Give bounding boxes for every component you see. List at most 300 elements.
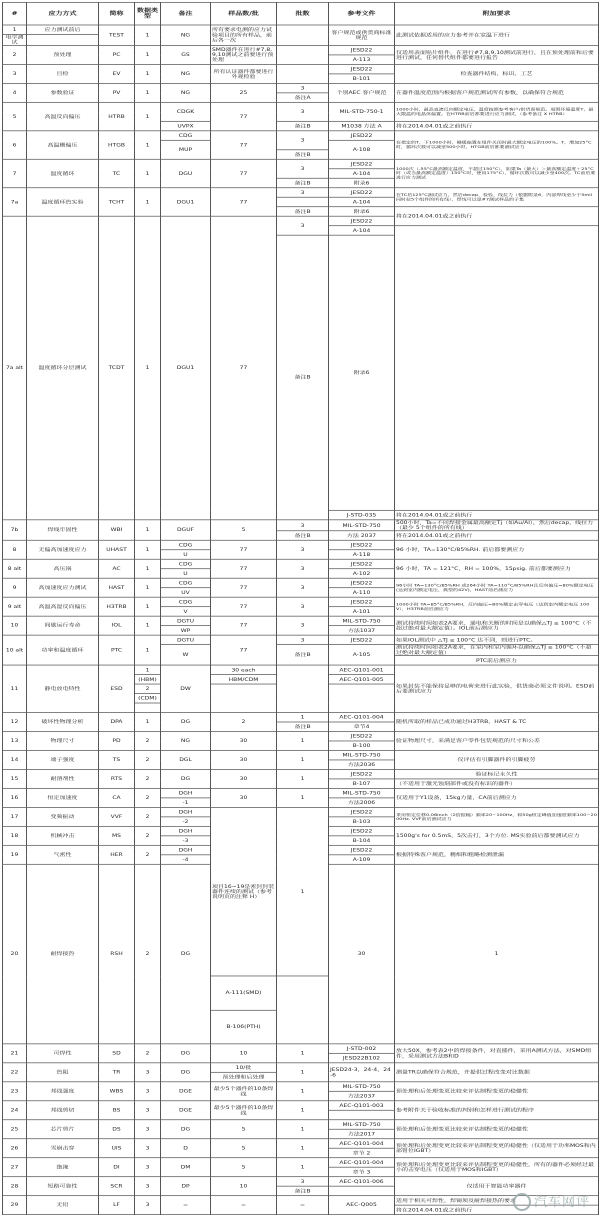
table-cell: 1 bbox=[277, 750, 329, 769]
table-cell: -4 bbox=[161, 855, 211, 864]
table-cell: DG bbox=[161, 713, 211, 732]
table-row bbox=[3, 1177, 599, 1186]
table-cell: 96 小时，TA = 121°C，RH = 100%，15psig. 前后都要测应力 bbox=[395, 559, 599, 578]
table-cell: 章节4 bbox=[329, 722, 395, 731]
table-cell: 测试持续时间如表2A要求，通电和关断的时间是以确保△TJ ≥ 100°C（不超过绝对最大额定值）。IOL前后测应力 bbox=[395, 616, 599, 635]
table-cell: WP bbox=[161, 626, 211, 635]
table-cell: U bbox=[161, 550, 211, 559]
table-cell: DI bbox=[99, 1158, 135, 1177]
table-cell: 高加速度应力测试 bbox=[27, 578, 99, 597]
table-cell: 将在2014.04.01或之前执行 bbox=[395, 531, 599, 540]
table-cell: SMD器件在进行#7,8,9,10测试之前要进行预处理 bbox=[211, 45, 277, 64]
table-cell: 应力测试前后 bbox=[27, 25, 99, 34]
table-cell: J-STD-002 bbox=[329, 1044, 395, 1053]
table-cell: AEC-Q101-005 bbox=[329, 675, 395, 684]
table-body bbox=[3, 25, 599, 1215]
table-cell: 机械冲击 bbox=[27, 826, 99, 845]
table-cell: A-104 bbox=[329, 226, 395, 235]
table-cell: 变频振动 bbox=[27, 807, 99, 826]
table-cell: 在指定的T，下1000小时，栅极偏置在组件关闭时最大额定电压的100%。T，增加25°C时，循环次数可以减至500小时，HTGB前后都要测试应力 bbox=[395, 131, 599, 159]
table-cell: WBS bbox=[99, 1082, 135, 1101]
table-row bbox=[3, 769, 599, 778]
table-cell: 热阻 bbox=[27, 1063, 99, 1082]
table-cell: 端子强度 bbox=[27, 750, 99, 769]
table-cell: PTC前后测应力 bbox=[395, 656, 599, 665]
table-row bbox=[3, 1044, 599, 1053]
watermark-logo-icon bbox=[513, 1193, 531, 1211]
table-cell: 备注B bbox=[277, 178, 329, 187]
table-cell: PV bbox=[99, 83, 135, 102]
table-cell: 5 bbox=[211, 520, 277, 540]
table-cell: 30 each bbox=[211, 665, 277, 674]
table-cell: PTC bbox=[99, 635, 135, 665]
table-cell: 2 bbox=[135, 807, 161, 826]
table-header-row bbox=[3, 2, 599, 25]
table-cell: CDG bbox=[161, 578, 211, 587]
table-cell: PD bbox=[99, 731, 135, 750]
table-cell: 个别AEC 客户规范 bbox=[329, 83, 395, 102]
table-cell: 雪崩击穿 bbox=[27, 1139, 99, 1158]
table-cell: 3 bbox=[135, 1063, 161, 1082]
table-cell: 最少5个器件的10条焊线 bbox=[211, 1101, 277, 1120]
table-cell: 1 bbox=[135, 64, 161, 83]
table-cell: 1000小时 TA=85°C/85%RH，反向偏压=80%额定击穿电压（达到室内额定电压 100V），H3TRB前后测应力 bbox=[395, 597, 599, 616]
table-cell: 30 bbox=[211, 769, 277, 788]
table-cell: 方法2006 bbox=[329, 798, 395, 807]
table-cell: 1 bbox=[135, 216, 161, 520]
table-cell bbox=[211, 684, 277, 712]
table-cell: DG bbox=[161, 1063, 211, 1082]
table-cell: 77 bbox=[211, 216, 277, 520]
table-cell: DP bbox=[161, 1177, 211, 1196]
table-row bbox=[3, 665, 599, 674]
table-row bbox=[3, 1158, 599, 1167]
table-cell: 高压锅 bbox=[27, 559, 99, 578]
table-cell: UV bbox=[161, 588, 211, 597]
table-cell: 3 bbox=[277, 578, 329, 597]
table-cell: 2 bbox=[135, 769, 161, 788]
table-cell: DG bbox=[161, 1044, 211, 1063]
table-cell: 3 bbox=[277, 102, 329, 121]
table-cell: CDG bbox=[161, 597, 211, 606]
table-cell: D bbox=[161, 1139, 211, 1158]
table-cell: NG bbox=[161, 64, 211, 83]
table-cell: 无铅 bbox=[27, 1196, 99, 1215]
header-stress: 应力方式 bbox=[27, 2, 99, 25]
table-cell: TCDT bbox=[99, 216, 135, 520]
table-cell: 2 bbox=[135, 788, 161, 807]
table-cell: DGE bbox=[161, 1082, 211, 1101]
table-cell: DGTU bbox=[161, 616, 211, 625]
table-row bbox=[3, 713, 599, 722]
table-cell: 短路可靠性 bbox=[27, 1177, 99, 1196]
table-cell: 1 bbox=[277, 1082, 329, 1101]
table-cell: 2 bbox=[135, 731, 161, 750]
table-cell: UVPX bbox=[161, 121, 211, 130]
table-cell: A-104 bbox=[329, 197, 395, 206]
table-cell: NG bbox=[161, 83, 211, 102]
table-row bbox=[3, 597, 599, 606]
table-cell: 2 bbox=[135, 864, 161, 1044]
table-cell: JESD22 bbox=[329, 597, 395, 606]
table-cell: 温度循环热实验 bbox=[27, 188, 99, 216]
table-cell: JESD22 bbox=[329, 807, 395, 816]
table-cell: 2 bbox=[135, 750, 161, 769]
table-cell: A-118 bbox=[329, 550, 395, 559]
table-cell: 将在2014.04.01或之前执行 bbox=[395, 1205, 599, 1214]
table-row bbox=[3, 1139, 599, 1148]
table-cell: 破坏性物理分析 bbox=[27, 713, 99, 732]
table-cell: ESD bbox=[99, 665, 135, 712]
table-cell: B-103 bbox=[329, 817, 395, 826]
table-cell: CDGK bbox=[161, 102, 211, 121]
table-cell: JESD22 bbox=[329, 559, 395, 568]
table-cell: JESD22 bbox=[329, 188, 395, 197]
table-cell: 77 bbox=[211, 188, 277, 216]
table-cell: 预处理和后处理 bbox=[211, 1072, 277, 1081]
table-cell: HER bbox=[99, 845, 135, 864]
table-cell: A-101 bbox=[329, 607, 395, 616]
table-cell: 耐焊接热 bbox=[27, 864, 99, 1044]
table-cell: B-100 bbox=[329, 741, 395, 750]
table-cell: 最少5个器件的10条焊线 bbox=[211, 1082, 277, 1101]
table-cell: AEC-Q101-001 bbox=[329, 665, 395, 674]
table-cell: 验证物理尺寸，来满足客户零件包装规范的尺寸和公差 bbox=[395, 731, 599, 750]
table-cell: 预处理和后处理变更比较来评估制程变更的稳健性（仅适用于功率MOS和内部钳位IGBT） bbox=[395, 1139, 599, 1158]
table-cell: AC bbox=[99, 559, 135, 578]
table-cell: 1 bbox=[135, 159, 161, 187]
table-cell: 方法2017 bbox=[329, 1129, 395, 1138]
table-cell: 间歇运行寿命 bbox=[27, 616, 99, 635]
table-cell: UHAST bbox=[99, 540, 135, 559]
header-data-type: 数据类型 bbox=[135, 2, 161, 25]
table-cell: 预处理和后处理变更比较来评估制程变更的稳健性 bbox=[395, 1082, 599, 1101]
table-cell: 77 bbox=[211, 578, 277, 597]
table-cell: GS bbox=[161, 45, 211, 64]
table-cell: 9 alt bbox=[3, 597, 27, 616]
table-cell: SCR bbox=[99, 1177, 135, 1196]
table-cell: CDG bbox=[161, 131, 211, 140]
table-cell: 1 bbox=[135, 102, 161, 130]
table-cell: 电学测试 bbox=[3, 34, 27, 45]
header-requirements: 附加要求 bbox=[395, 2, 599, 25]
table-row bbox=[3, 64, 599, 73]
table-cell: 8 alt bbox=[3, 559, 27, 578]
table-cell: JESD22 bbox=[329, 159, 395, 168]
table-cell: 1 bbox=[277, 713, 329, 722]
table-cell: A-105 bbox=[329, 645, 395, 665]
table-cell: 方法 2037 bbox=[329, 531, 395, 540]
table-cell: 3 bbox=[3, 64, 27, 83]
table-cell: JESD22 bbox=[329, 769, 395, 778]
table-cell: TCHT bbox=[99, 188, 135, 216]
table-cell: PC bbox=[99, 45, 135, 64]
table-row bbox=[3, 578, 599, 587]
table-cell: = bbox=[277, 1196, 329, 1215]
table-cell: 适用于相关可焊性，焊锡须及耐焊接热的要求 bbox=[395, 1196, 599, 1205]
table-cell: 2 bbox=[3, 45, 27, 64]
table-cell: 96小时 TA=130°C/85%RH 或264小时 TA=110°C/85%RH且反向偏压=80%额定电压(达到室内额定电压，典型的42V)，HAST前后测应力 bbox=[395, 578, 599, 597]
table-cell: CDG bbox=[161, 559, 211, 568]
table-cell: JESD22B102 bbox=[329, 1053, 395, 1062]
table-cell: 备注B bbox=[277, 645, 329, 665]
table-cell: 77 bbox=[211, 102, 277, 130]
table-cell: （不适用于激光蚀刻部件或没有标识的器件） bbox=[395, 779, 599, 788]
table-cell: 1 bbox=[135, 131, 161, 159]
table-cell: 邦线强度 bbox=[27, 1082, 99, 1101]
table-cell: JESD22 bbox=[329, 731, 395, 740]
table-cell: J-STD-035 bbox=[329, 510, 395, 519]
table-cell: 温度循环 bbox=[27, 159, 99, 187]
table-cell: (CDM) bbox=[135, 694, 161, 703]
table-cell: 10 bbox=[211, 1044, 277, 1063]
table-row bbox=[3, 102, 599, 111]
table-row bbox=[3, 1082, 599, 1091]
table-cell: 27 bbox=[3, 1158, 27, 1177]
table-cell: A-104 bbox=[329, 169, 395, 178]
table-cell: MS bbox=[99, 826, 135, 845]
table-cell: JESD22 bbox=[329, 216, 395, 225]
table-cell: 1 bbox=[277, 731, 329, 750]
table-cell: MUP bbox=[161, 140, 211, 159]
table-cell bbox=[277, 64, 329, 83]
table-cell: 备注B bbox=[277, 1186, 329, 1195]
table-cell: DGL bbox=[161, 750, 211, 769]
table-cell: H3TRB bbox=[99, 597, 135, 616]
table-cell: 3 bbox=[135, 1120, 161, 1139]
table-cell: DGTU bbox=[161, 635, 211, 644]
table-cell: CDG bbox=[161, 540, 211, 549]
table-cell: 96 小时，TA=130°C/85%RH. 前后都要测应力 bbox=[395, 540, 599, 559]
table-cell: 1 bbox=[135, 45, 161, 64]
table-cell: 仅适用于Y1设备，15kg力量，CA前后测应力 bbox=[395, 788, 599, 807]
table-cell: 30 bbox=[211, 750, 277, 769]
table-cell: 24 bbox=[3, 1101, 27, 1120]
table-cell: 1 bbox=[135, 25, 161, 45]
table-cell: 测量TR以确保符合规范，并提供过程改变对比数据 bbox=[395, 1063, 599, 1082]
table-cell: 5 bbox=[3, 102, 27, 130]
table-cell bbox=[329, 1186, 395, 1195]
table-cell: HBM/CDM bbox=[211, 675, 277, 684]
table-cell: 12 bbox=[3, 713, 27, 732]
table-cell: = bbox=[161, 1196, 211, 1215]
table-cell: 附录6 bbox=[329, 235, 395, 510]
table-row bbox=[3, 750, 599, 759]
table-row bbox=[3, 83, 599, 92]
table-cell: W bbox=[161, 645, 211, 665]
table-cell: MIL-STD-750 bbox=[329, 1120, 395, 1129]
table-cell: 10 bbox=[211, 1177, 277, 1196]
table-cell: A-110 bbox=[329, 588, 395, 597]
table-cell: EV bbox=[99, 64, 135, 83]
table-cell: 19 bbox=[3, 845, 27, 864]
table-cell: 4 bbox=[3, 83, 27, 102]
table-cell: 3 bbox=[277, 540, 329, 559]
table-cell: HTGB bbox=[99, 131, 135, 159]
table-cell: 6 bbox=[3, 131, 27, 159]
table-cell: 备注A bbox=[277, 93, 329, 102]
table-row bbox=[3, 807, 599, 816]
table-cell: 1 bbox=[277, 788, 329, 807]
table-cell: 高温反向偏压 bbox=[27, 102, 99, 130]
table-cell: 1 bbox=[277, 1120, 329, 1139]
table-cell: 1000小时，最高直流反向额定电压，温度按照参考客户/供货商规范。周围环境温度T，最大限温的电晶体偏置。在HTRB前后都要进行应力测试，（参考备注 X HTRB） bbox=[395, 102, 599, 121]
table-cell: 77 bbox=[211, 540, 277, 559]
table-cell: 28 bbox=[3, 1177, 27, 1196]
table-cell: A-113 bbox=[329, 55, 395, 64]
header-sample-size: 样品数/批 bbox=[211, 2, 277, 25]
table-cell: IOL bbox=[99, 616, 135, 635]
table-cell: 3 bbox=[277, 188, 329, 197]
table-cell: A-102 bbox=[329, 569, 395, 578]
table-cell: 26 bbox=[3, 1139, 27, 1158]
table-cell: MIL-STD-750 bbox=[329, 616, 395, 625]
table-cell: 1 bbox=[135, 665, 161, 674]
table-cell: DM bbox=[161, 1158, 211, 1177]
table-cell: 方法2036 bbox=[329, 760, 395, 769]
table-cell: DGH bbox=[161, 826, 211, 835]
table-row bbox=[3, 25, 599, 34]
table-cell: 3 bbox=[277, 159, 329, 178]
table-cell: 备注B bbox=[277, 722, 329, 731]
table-cell: 10 bbox=[3, 616, 27, 635]
table-cell: 方法2037 bbox=[329, 1091, 395, 1100]
table-cell: MIL-STD-750 bbox=[329, 1082, 395, 1091]
table-cell: 备注B bbox=[277, 121, 329, 130]
table-cell: 气密性 bbox=[27, 845, 99, 864]
table-cell: 15 bbox=[3, 769, 27, 788]
table-cell: 芯片剪片 bbox=[27, 1120, 99, 1139]
table-cell: -2 bbox=[161, 817, 211, 826]
table-cell: 3 bbox=[277, 616, 329, 635]
table-row bbox=[3, 788, 599, 797]
table-cell bbox=[277, 197, 329, 206]
table-cell: 7a alt bbox=[3, 216, 27, 520]
table-cell: A-108 bbox=[329, 140, 395, 159]
table-cell: 77 bbox=[211, 131, 277, 159]
table-cell: 1 bbox=[135, 188, 161, 216]
table-cell: 1 bbox=[3, 25, 27, 34]
table-cell: 仅适用表面贴片组件，在进行#7,8,9,10测试前进行，且在预处理前和后要进行测试，任何替代组件都要进行报告 bbox=[395, 45, 599, 64]
table-cell: 18 bbox=[3, 826, 27, 845]
table-cell: 章节 3 bbox=[329, 1167, 395, 1176]
table-cell: 高温栅偏压 bbox=[27, 131, 99, 159]
table-cell: 1 bbox=[277, 1063, 329, 1082]
table-cell: 恒定加速度 bbox=[27, 788, 99, 807]
table-cell: AEC-Q101-004 bbox=[329, 1139, 395, 1148]
table-cell: DGUF bbox=[161, 520, 211, 540]
table-cell: M1038 方法 A bbox=[329, 121, 395, 130]
table-cell: 7a bbox=[3, 188, 27, 216]
qualification-test-table bbox=[2, 2, 599, 1215]
table-row bbox=[3, 1120, 599, 1129]
table-cell: 1 bbox=[277, 1101, 329, 1120]
table-cell: 参考附件关于验收标准的判别和怎样进行测试的程序 bbox=[395, 1101, 599, 1120]
table-cell: MIL-STD-750 bbox=[329, 520, 395, 531]
table-row bbox=[3, 731, 599, 740]
table-cell: 备注B bbox=[277, 207, 329, 216]
table-cell: DG bbox=[161, 1120, 211, 1139]
table-cell: 7b bbox=[3, 520, 27, 540]
table-cell: 1 bbox=[135, 559, 161, 578]
table-cell: BS bbox=[99, 1101, 135, 1120]
table-row bbox=[3, 131, 599, 140]
table-cell: 77 bbox=[211, 597, 277, 616]
table-cell: 3 bbox=[277, 83, 329, 92]
table-cell: A-111(SMD) bbox=[211, 976, 277, 1010]
table-cell: 检查器件结构、标识、工艺 bbox=[395, 64, 599, 83]
table-cell: 验证标记永久性 bbox=[395, 769, 599, 778]
table-cell: JESD22 bbox=[329, 64, 395, 73]
table-cell: 在TC后125°C测试应力，然后decap、检验、线拉力（根据附录6，内部焊线至少于5mil同时拉5个组件的所有线），焊线可以是#7测试样品的子集 bbox=[395, 188, 599, 207]
table-cell: DGU1 bbox=[161, 216, 211, 520]
table-cell: 500小时，Ta=不同焊接金属最高额定Tj（如Au/Al），然后decap，线拉力（最少 5个组件的所有线） bbox=[395, 520, 599, 531]
table-cell: 无偏高加速度应力 bbox=[27, 540, 99, 559]
table-row bbox=[3, 1063, 599, 1072]
table-cell: NG bbox=[161, 25, 211, 45]
table-cell: DG bbox=[161, 769, 211, 788]
table-cell: 高温高湿反向偏压 bbox=[27, 597, 99, 616]
table-cell: LF bbox=[99, 1196, 135, 1215]
table-cell: 将在2014.04.01或之前执行 bbox=[395, 510, 599, 519]
table-cell: DS bbox=[99, 1120, 135, 1139]
table-cell: 2 bbox=[135, 826, 161, 845]
table-cell: 21 bbox=[3, 1044, 27, 1063]
table-cell: 1 bbox=[135, 616, 161, 635]
table-cell: 30 bbox=[211, 731, 277, 750]
table-cell: 3 bbox=[277, 216, 329, 235]
table-cell: CA bbox=[99, 788, 135, 807]
table-cell: 29 bbox=[3, 1196, 27, 1215]
table-cell: 2 bbox=[135, 1044, 161, 1063]
table-cell: 备注B bbox=[277, 150, 329, 159]
table-row bbox=[3, 45, 599, 54]
table-cell: JESD24-3，24-4，24-6 bbox=[329, 1063, 395, 1082]
table-cell bbox=[329, 1110, 395, 1119]
table-cell: B-106(PTH) bbox=[211, 1010, 277, 1044]
table-cell: AEC-Q005 bbox=[329, 1196, 395, 1215]
table-cell: 仅适用于智能功率器件 bbox=[395, 1177, 599, 1196]
table-row bbox=[3, 616, 599, 625]
table-cell bbox=[277, 25, 329, 45]
table-cell: 章节 2 bbox=[329, 1148, 395, 1157]
table-cell: 备注B bbox=[277, 531, 329, 540]
table-row bbox=[3, 1196, 599, 1205]
table-row bbox=[3, 188, 599, 197]
table-cell: 邦线剪切 bbox=[27, 1101, 99, 1120]
table-cell: NG bbox=[161, 731, 211, 750]
table-cell: 如果IOL测试中 △TJ ≥ 100°C 达不到，则进行PTC。 bbox=[395, 635, 599, 644]
table-cell: TC bbox=[99, 159, 135, 187]
table-cell: 随机所取的样品已成功通过H3TRB、HAST & TC bbox=[395, 713, 599, 732]
table-cell: HTRB bbox=[99, 102, 135, 130]
table-cell: 备注B bbox=[277, 235, 329, 520]
table-cell: SD bbox=[99, 1044, 135, 1063]
table-cell: JESD22 bbox=[329, 578, 395, 587]
table-cell: 77 bbox=[211, 159, 277, 187]
table-cell: MIL-STD-750 bbox=[329, 750, 395, 759]
table-cell: 2 bbox=[135, 684, 161, 693]
table-row bbox=[3, 520, 599, 531]
header-lots: 批数 bbox=[277, 2, 329, 25]
table-cell: JESD22 bbox=[329, 635, 395, 644]
table-cell: 1 bbox=[135, 83, 161, 102]
table-cell: 30 bbox=[211, 788, 277, 807]
table-cell: DGU bbox=[161, 159, 211, 187]
table-cell: 1 bbox=[395, 864, 599, 1044]
table-cell: 所有要求电测的应力试验项目的所有样品，前后各一次 bbox=[211, 25, 277, 45]
table-cell: -1 bbox=[161, 798, 211, 807]
